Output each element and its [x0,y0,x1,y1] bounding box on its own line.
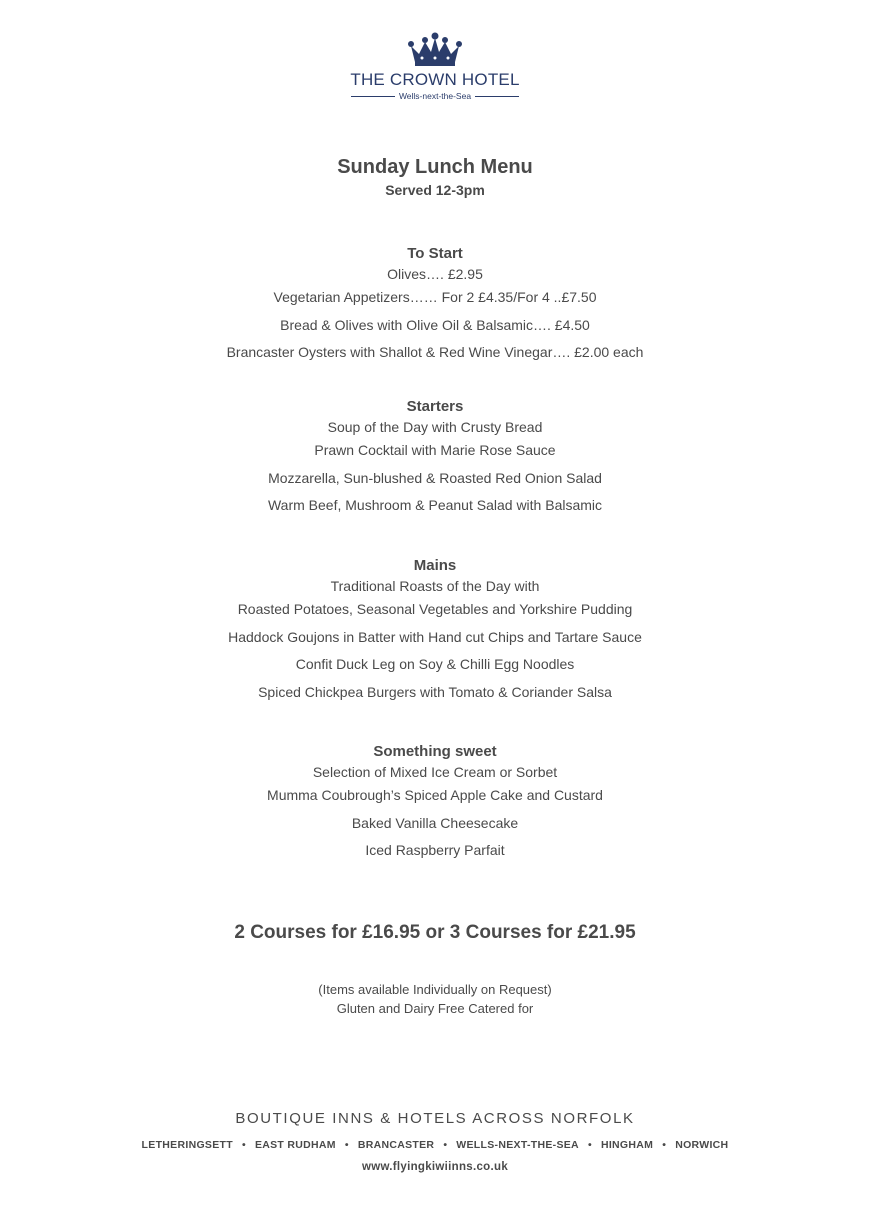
location-name: LETHERINGSETT [141,1139,233,1151]
section-title: Starters [406,398,464,415]
hotel-logo [0,32,870,101]
menu-item: Spiced Chickpea Burgers with Tomato & Coriander Salsa [258,683,612,700]
footer-locations [0,1139,870,1151]
separator: • [662,1139,667,1151]
section-to-start [0,244,870,367]
menu-title: Sunday Lunch Menu [337,156,533,178]
footer-tagline: BOUTIQUE INNS & HOTELS ACROSS NORFOLK [235,1110,635,1127]
section-title: Something sweet [373,743,497,760]
hotel-name: THE CROWN HOTEL [350,70,520,89]
menu-served-time: Served 12-3pm [385,182,485,198]
menu-header [0,156,870,198]
website-link[interactable]: www.flyingkiwiinns.co.uk [361,1161,509,1173]
location-name: EAST RUDHAM [254,1139,336,1151]
menu-item: Mozzarella, Sun-blushed & Roasted Red Onion Salad [268,469,602,486]
menu-item: Olives…. £2.95 [387,266,483,282]
menu-item: Brancaster Oysters with Shallot & Red Wine Vinegar…. £2.00 each [226,344,644,360]
menu-item: Bread & Olives with Olive Oil & Balsamic…. £4.50 [280,316,590,333]
note-line: (Items available Individually on Request) [318,982,552,997]
logo-rule-left [351,96,395,97]
menu-notes [0,980,870,1018]
menu-item: Prawn Cocktail with Marie Rose Sauce [314,442,556,458]
menu-item: Iced Raspberry Parfait [365,842,505,858]
separator: • [443,1139,448,1151]
menu-item: Soup of the Day with Crusty Bread [327,419,543,435]
menu-item: Selection of Mixed Ice Cream or Sorbet [312,764,558,780]
menu-item: Traditional Roasts of the Day with [330,578,540,594]
menu-item: Haddock Goujons in Batter with Hand cut Chips and Tartare Sauce [228,628,642,645]
section-mains [0,556,870,706]
hotel-location: Wells-next-the-Sea [398,91,472,101]
section-title: Mains [413,557,457,574]
section-something-sweet [0,742,870,865]
footer [0,1110,870,1173]
course-price: 2 Courses for £16.95 or 3 Courses for £21.95 [234,922,636,943]
crown-icon [405,32,465,68]
menu-item: Vegetarian Appetizers…… For 2 £4.35/For 4 ..£7.50 [273,289,597,305]
menu-item: Confit Duck Leg on Soy & Chilli Egg Noodles [295,656,575,672]
logo-rule-right [475,96,519,97]
location-name: BRANCASTER [357,1139,435,1151]
location-name: HINGHAM [600,1139,654,1151]
location-name: WELLS-NEXT-THE-SEA [456,1139,579,1151]
section-starters [0,397,870,520]
section-title: To Start [407,245,463,262]
separator: • [344,1139,349,1151]
note-line: Gluten and Dairy Free Catered for [336,1001,534,1016]
menu-item: Warm Beef, Mushroom & Peanut Salad with Balsamic [267,497,603,513]
location-name: NORWICH [675,1139,729,1151]
menu-item: Mumma Coubrough’s Spiced Apple Cake and Custard [267,787,603,803]
menu-item: Roasted Potatoes, Seasonal Vegetables and Yorkshire Pudding [237,601,633,617]
menu-item: Baked Vanilla Cheesecake [351,814,519,831]
separator: • [241,1139,246,1151]
separator: • [587,1139,592,1151]
